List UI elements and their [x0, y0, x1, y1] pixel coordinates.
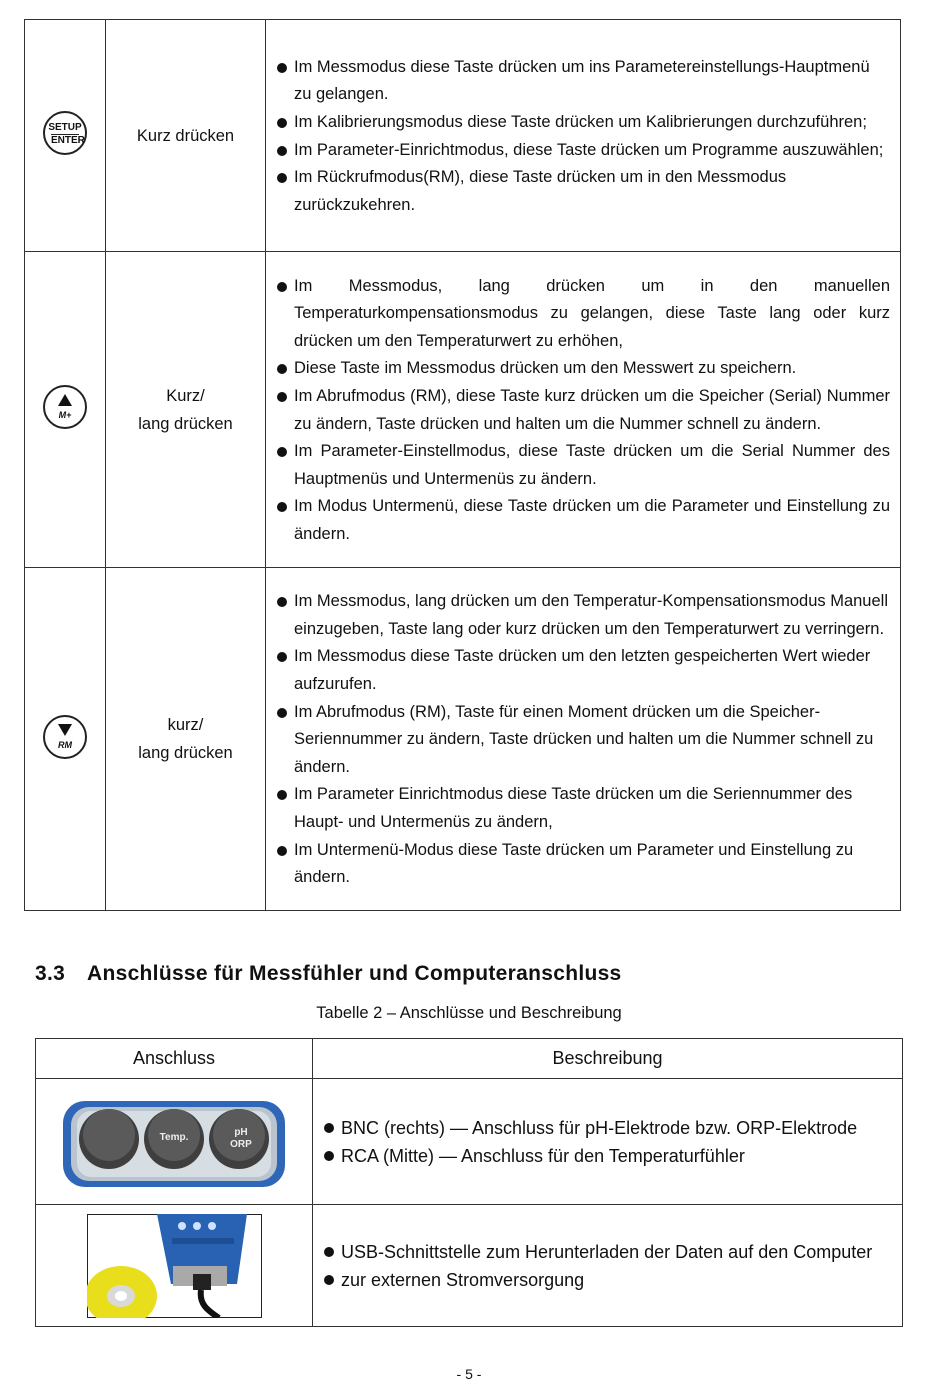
list-item: zur externen Stromversorgung — [323, 1266, 902, 1294]
list-item: Im Untermenü-Modus diese Taste drücken um Parameter und Einstellung zu ändern. — [276, 837, 890, 892]
list-item: Im Messmodus, lang drücken um in den manuellen Temperaturkompensationsmodus zu gelangen, diese Taste lang oder kurz drücken um den Temperaturwert zu erhöhen, — [276, 273, 890, 356]
list-item: USB-Schnittstelle zum Herunterladen der Daten auf den Computer — [323, 1238, 902, 1266]
connector-description — [313, 1079, 903, 1205]
table-header-row — [36, 1039, 903, 1079]
key-description — [266, 252, 901, 568]
list-item: Diese Taste im Messmodus drücken um den Messwert zu speichern. — [276, 355, 890, 383]
table-row — [25, 252, 901, 568]
list-item: Im Parameter Einrichtmodus diese Taste drücken um die Seriennummer des Haupt- und Untermenüs zu ändern, — [276, 781, 890, 836]
list-item: RCA (Mitte) — Anschluss für den Temperaturfühler — [323, 1142, 902, 1170]
list-item: BNC (rechts) — Anschluss für pH-Elektrode bzw. ORP-Elektrode — [323, 1114, 902, 1142]
column-header-anschluss: Anschluss — [36, 1039, 313, 1079]
connector-image-cell — [36, 1205, 313, 1327]
table-row — [36, 1079, 903, 1205]
list-item: Im Parameter-Einrichtmodus, diese Taste drücken um Programme auszuwählen; — [276, 137, 890, 165]
key-description — [266, 20, 901, 252]
list-item: Im Kalibrierungsmodus diese Taste drücken um Kalibrierungen durchzuführen; — [276, 109, 890, 137]
down-arrow-rm-key-icon: RM — [43, 715, 87, 759]
list-item: Im Parameter-Einstellmodus, diese Taste drücken um die Serial Nummer des Hauptmenüs und Untermenüs zu ändern. — [276, 438, 890, 493]
connector-image-cell — [36, 1079, 313, 1205]
list-item: Im Abrufmodus (RM), diese Taste kurz drücken um die Speicher (Serial) Nummer zu ändern, Taste drücken und halten um die Nummer schnell zu ändern. — [276, 383, 890, 438]
list-item: Im Rückrufmodus(RM), diese Taste drücken um in den Messmodus zurückzukehren. — [276, 164, 890, 219]
setup-enter-key-icon: SETUP ENTER — [43, 111, 87, 155]
list-item: Im Abrufmodus (RM), Taste für einen Moment drücken um die Speicher-Seriennummer zu ändern, Taste drücken und halten um die Nummer schnell zu ändern. — [276, 699, 890, 782]
connectors-table — [35, 1038, 903, 1327]
svg-text:Temp.: Temp. — [159, 1131, 189, 1143]
page-number: - 5 - — [456, 1366, 482, 1382]
table-row — [36, 1205, 903, 1327]
svg-text:pH: pH — [234, 1126, 248, 1138]
column-header-beschreibung: Beschreibung — [313, 1039, 903, 1079]
key-action: Kurz/ lang drücken — [106, 252, 266, 568]
list-item: Im Messmodus diese Taste drücken um ins Parametereinstellungs-Hauptmenü zu gelangen. — [276, 54, 890, 109]
section-title: Anschlüsse für Messfühler und Computeranschluss — [87, 962, 622, 985]
usb-cable-cd-photo — [87, 1214, 262, 1318]
connector-description — [313, 1205, 903, 1327]
section-heading — [35, 962, 622, 986]
key-icon-cell — [25, 252, 106, 568]
table-caption: Tabelle 2 – Anschlüsse und Beschreibung — [316, 1004, 622, 1022]
list-item: Im Messmodus diese Taste drücken um den letzten gespeicherten Wert wieder aufzurufen. — [276, 643, 890, 698]
table-row — [25, 568, 901, 911]
table-row — [25, 20, 901, 252]
list-item: Im Modus Untermenü, diese Taste drücken um die Parameter und Einstellung zu ändern. — [276, 493, 890, 548]
section-number: 3.3 — [35, 962, 66, 985]
key-action: kurz/ lang drücken — [106, 568, 266, 911]
key-icon-cell — [25, 568, 106, 911]
up-arrow-icon — [58, 394, 72, 406]
list-item: Im Messmodus, lang drücken um den Temperatur-Kompensationsmodus Manuell einzugeben, Taste lang oder kurz drücken um den Temperaturwert zu verringern. — [276, 588, 890, 643]
up-arrow-m-plus-key-icon: M+ — [43, 385, 87, 429]
key-description — [266, 568, 901, 911]
key-icon-cell — [25, 20, 106, 252]
key-action: Kurz drücken — [106, 20, 266, 252]
bnc-rca-connector-photo — [61, 1093, 287, 1191]
svg-text:ORP: ORP — [230, 1138, 252, 1150]
keys-table — [24, 19, 901, 911]
down-arrow-icon — [58, 724, 72, 736]
